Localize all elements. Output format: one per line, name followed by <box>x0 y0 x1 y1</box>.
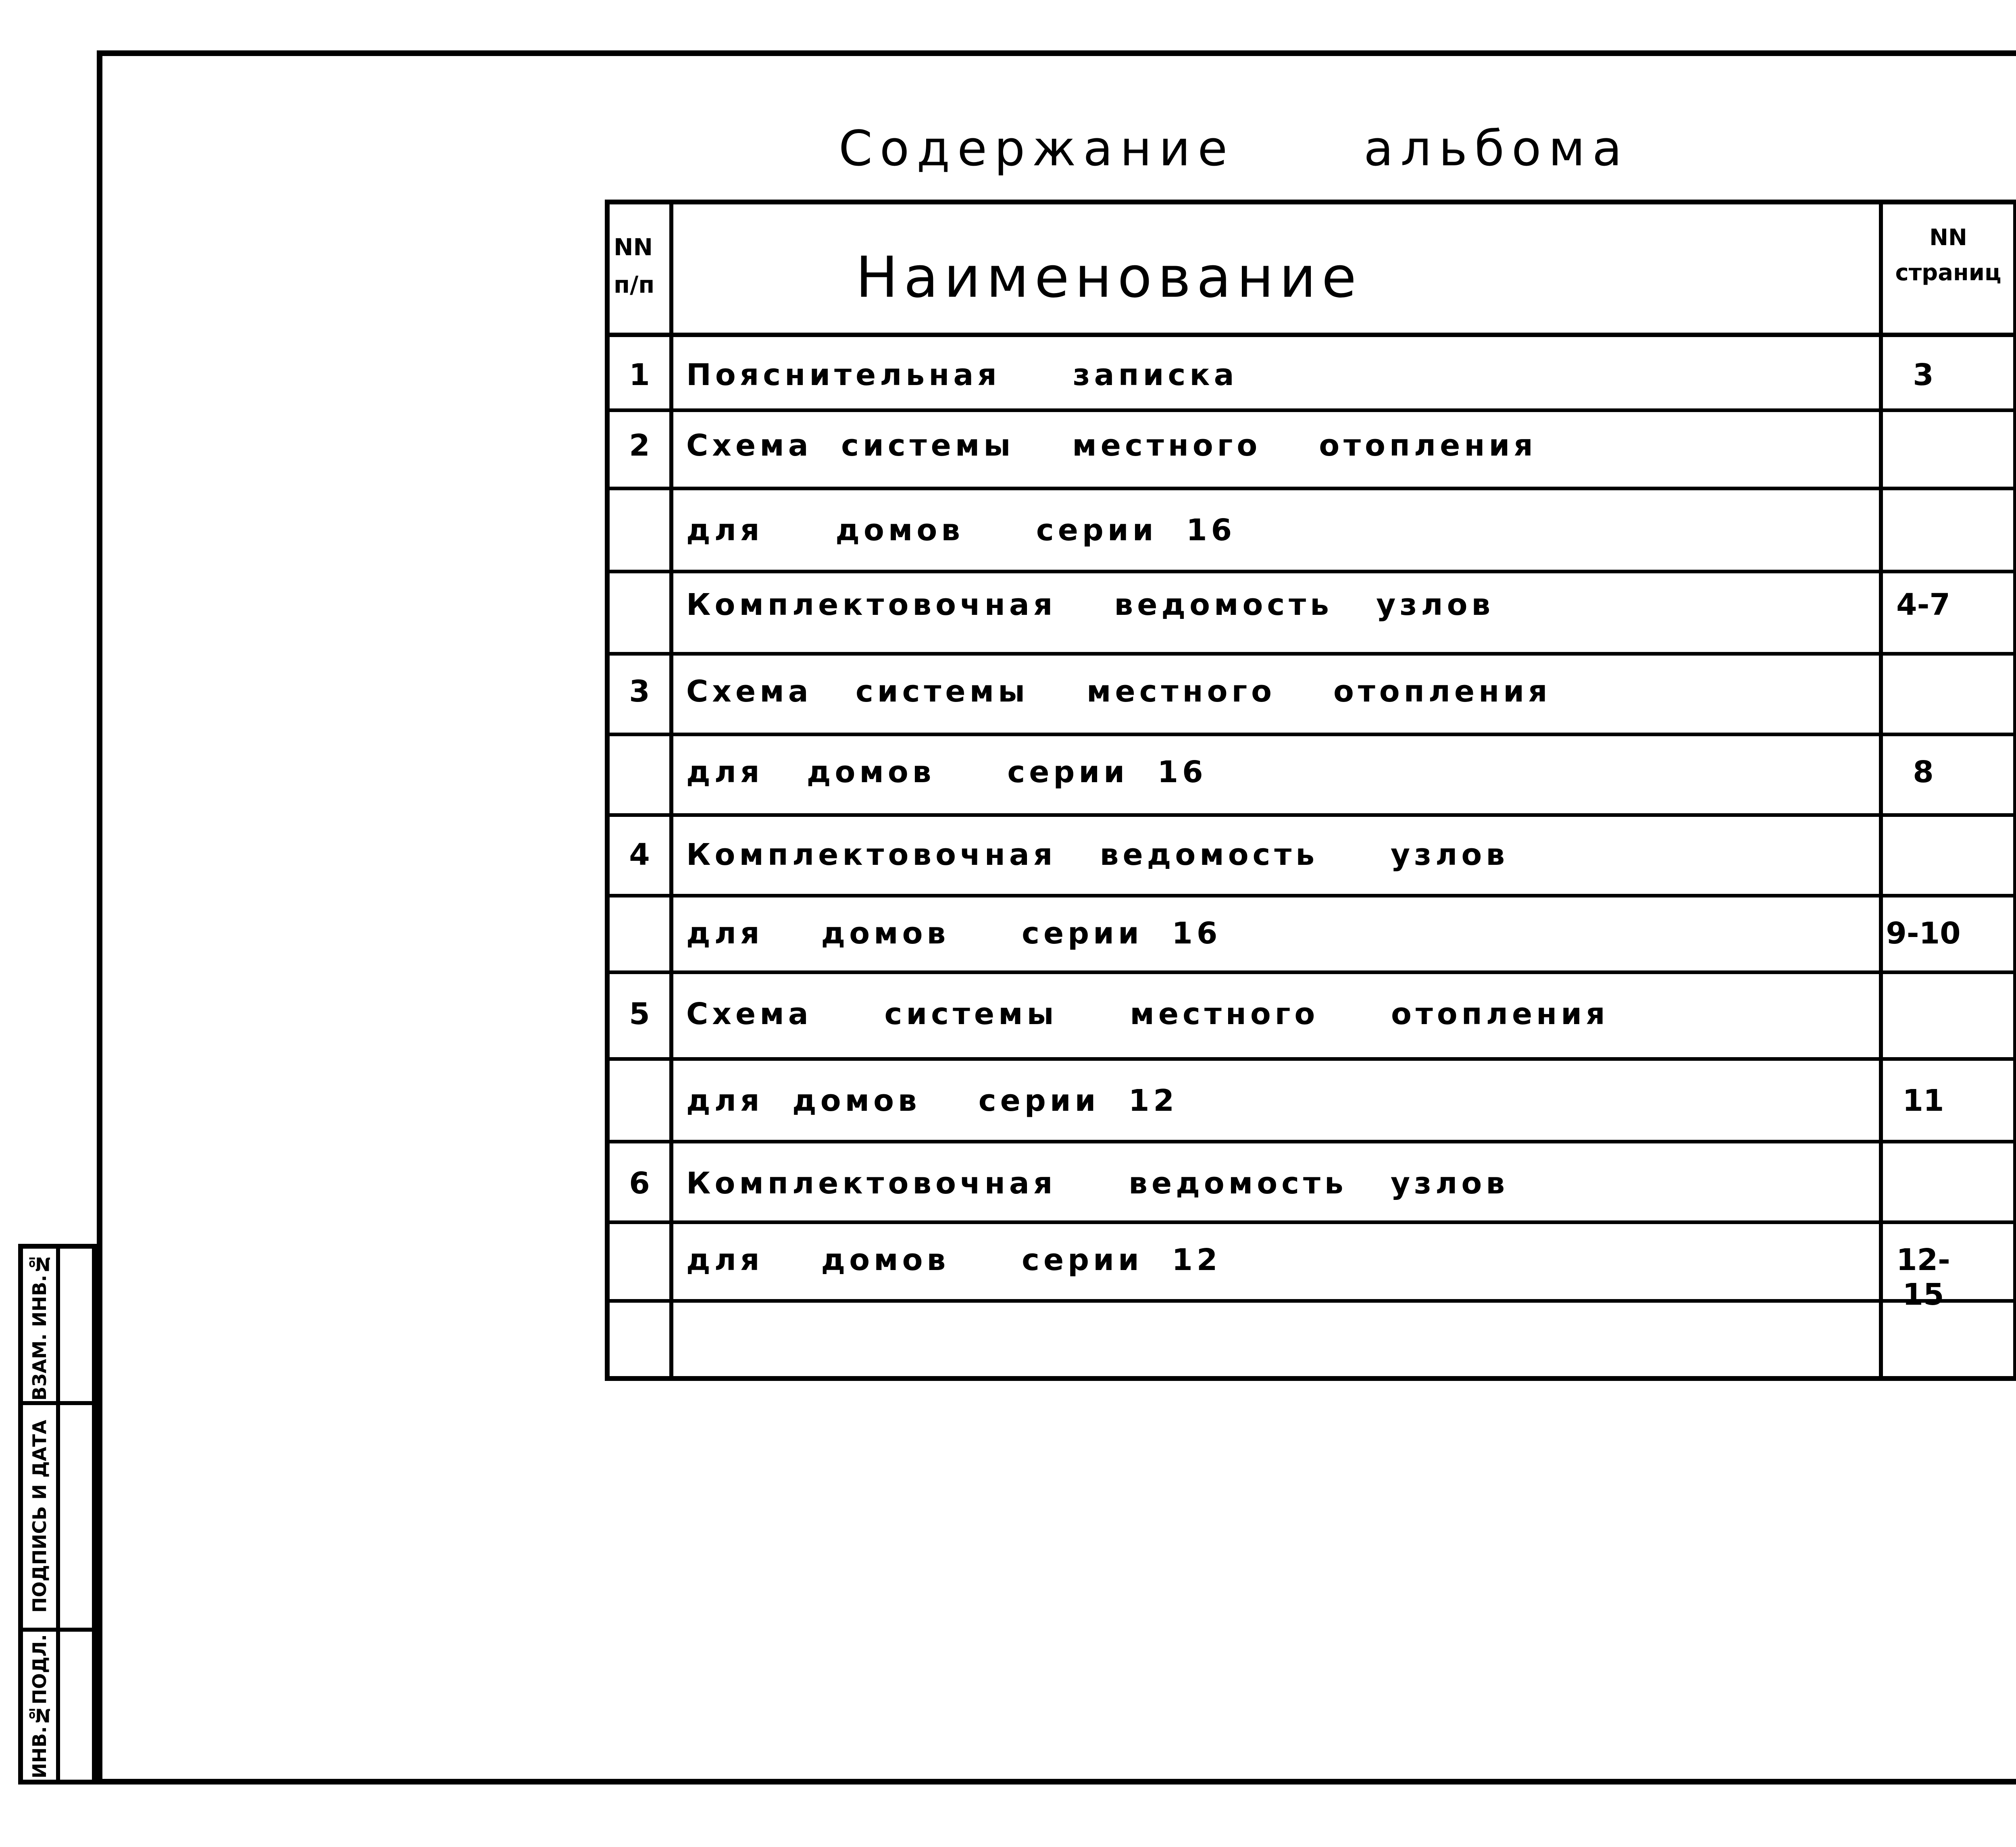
row-name: для домов серии 12 <box>686 1083 1179 1118</box>
stamp-divider <box>23 1628 92 1632</box>
stamp-divider <box>23 1401 92 1405</box>
stamp-signature-date-label: ПОДПИСЬ И ДАТА <box>29 1420 50 1613</box>
stamp-inv-replace-label: ВЗАМ. ИНВ.№ <box>29 1253 50 1401</box>
side-stamp <box>18 1244 97 1785</box>
stamp-divider <box>56 1249 60 1780</box>
row-pages: 11 <box>1902 1083 1944 1118</box>
row-pages: 3 <box>1913 358 1934 392</box>
row-rule <box>610 1057 2013 1061</box>
row-name: Схема системы местного отопления <box>686 428 1537 463</box>
row-number: 5 <box>629 997 650 1031</box>
row-pages: 12-15 <box>1896 1243 1950 1312</box>
stamp-inv-original-label: ИНВ.№ПОДЛ. <box>29 1634 50 1778</box>
row-name: Схема системы местного отопления <box>686 674 1552 709</box>
row-rule <box>610 970 2013 974</box>
title-word-album: альбома <box>1364 121 1629 177</box>
title-word-contents: Содержание <box>839 121 1235 177</box>
row-rule <box>610 813 2013 817</box>
row-rule <box>610 733 2013 736</box>
row-name: Комплектовочная ведомость узлов <box>686 837 1509 872</box>
row-pages: 8 <box>1913 755 1934 789</box>
row-name: для домов серии 16 <box>686 513 1236 548</box>
contents-table <box>605 200 2016 1381</box>
row-name: для домов серии 16 <box>686 755 1207 789</box>
header-item-number: NN п/п <box>614 233 655 298</box>
column-divider-pages <box>1879 204 1883 1376</box>
row-pages: 4-7 <box>1896 587 1950 622</box>
row-rule <box>610 487 2013 490</box>
header-rule <box>610 333 2013 337</box>
row-rule <box>610 1140 2013 1143</box>
row-number: 3 <box>629 674 650 709</box>
row-number: 1 <box>629 358 650 392</box>
row-name: Пояснительная записка <box>686 358 1238 392</box>
row-name: для домов серии 16 <box>686 916 1222 951</box>
header-page-numbers: NN страниц <box>1895 225 2001 286</box>
row-rule <box>610 652 2013 656</box>
row-pages: 9-10 <box>1886 916 1961 951</box>
row-number: 6 <box>629 1166 650 1201</box>
row-name: Схема системы местного отопления <box>686 997 1609 1031</box>
row-rule <box>610 570 2013 573</box>
row-number: 4 <box>629 837 650 872</box>
header-name: Наименование <box>856 245 1362 310</box>
row-number: 2 <box>629 428 650 463</box>
row-rule <box>610 894 2013 897</box>
row-name: Комплектовочная ведомость узлов <box>686 1166 1509 1201</box>
row-rule <box>610 408 2013 412</box>
row-rule <box>610 1299 2013 1303</box>
column-divider-number <box>669 204 673 1376</box>
row-name: Комплектовочная ведомость узлов <box>686 587 1495 622</box>
row-name: для домов серии 12 <box>686 1243 1222 1277</box>
row-rule <box>610 1220 2013 1224</box>
album-contents-title <box>839 121 1629 177</box>
